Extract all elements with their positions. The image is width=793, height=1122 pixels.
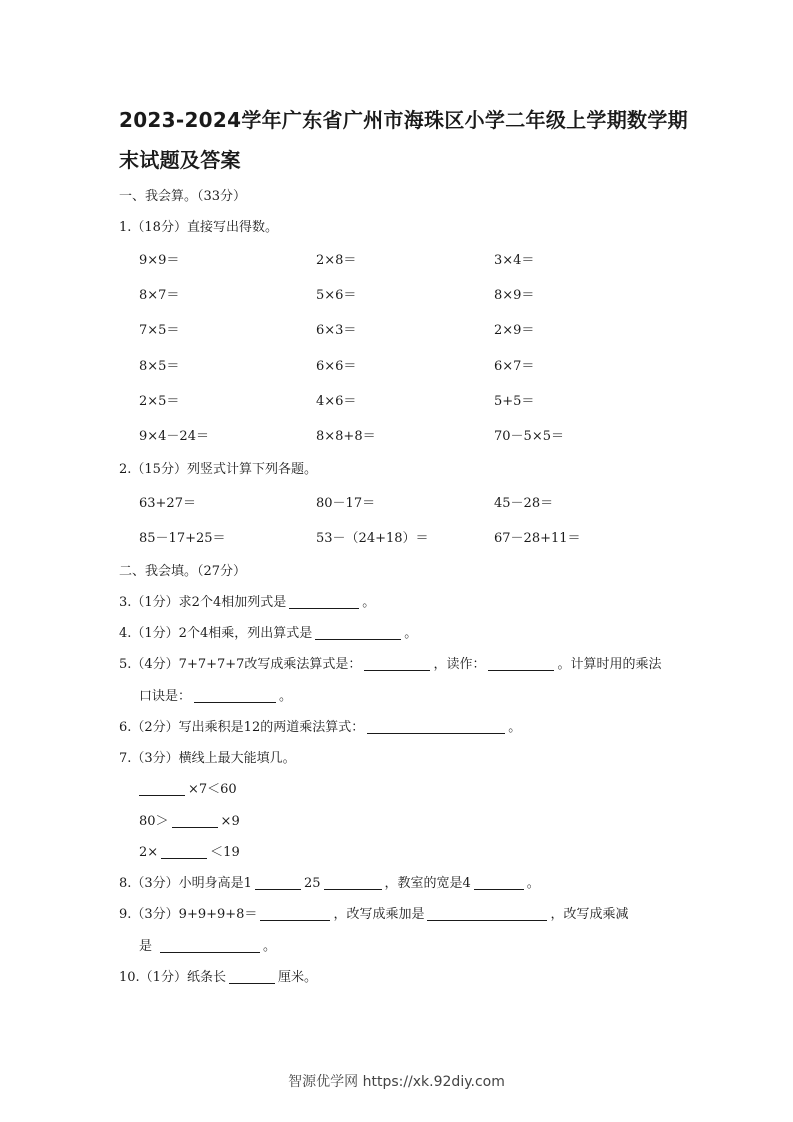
expression: 53－（24+18）＝ (316, 531, 429, 546)
question-text: 。计算时用的乘法 (557, 657, 662, 672)
expression: 8×9＝ (494, 288, 535, 303)
question-text: 是 (139, 939, 153, 954)
question-end: 厘米。 (277, 970, 317, 985)
answer-blank[interactable] (139, 781, 185, 796)
expression: 2×5＝ (139, 394, 180, 409)
question-end: 。 (508, 720, 522, 735)
answer-blank[interactable] (315, 625, 401, 640)
question-text: ，改写成乘加是 (333, 907, 425, 922)
question-4 (119, 625, 417, 643)
question-text: 2× (139, 845, 159, 860)
question-10 (119, 969, 317, 987)
question-end: 。 (526, 876, 540, 891)
expression: 7×5＝ (139, 323, 180, 338)
question-5 (119, 656, 661, 674)
answer-blank[interactable] (255, 875, 301, 890)
answer-blank[interactable] (172, 813, 218, 828)
question-7-a (139, 781, 237, 799)
answer-blank[interactable] (474, 875, 524, 890)
expression: 5×6＝ (316, 288, 357, 303)
section-1-heading: 一、我会算。（33分） (119, 189, 247, 204)
answer-blank[interactable] (260, 906, 330, 921)
expression: 63+27＝ (139, 496, 196, 511)
expression: 6×6＝ (316, 359, 357, 374)
question-text: 6.（2分）写出乘积是12的两道乘法算式： (119, 720, 365, 735)
question-end: 。 (404, 626, 418, 641)
table-row (139, 530, 699, 548)
expression: 2×8＝ (316, 253, 357, 268)
question-text: 25 (303, 876, 321, 891)
expression: 85－17+25＝ (139, 531, 226, 546)
question-text: 80＞ (139, 814, 169, 829)
expression: 5+5＝ (494, 394, 535, 409)
question-9-line-2 (139, 938, 276, 956)
question-5-line-2 (139, 688, 292, 706)
question-1-label: 1.（18分）直接写出得数。 (119, 220, 278, 235)
question-text: ＜19 (210, 845, 240, 860)
question-3 (119, 594, 375, 612)
answer-blank[interactable] (488, 656, 554, 671)
question-text: 4.（1分）2个4相乘，列出算式是 (119, 626, 313, 641)
expression: 4×6＝ (316, 394, 357, 409)
expression: 6×3＝ (316, 323, 357, 338)
question-text: 3.（1分）求2个4相加列式是 (119, 595, 287, 610)
table-row (139, 358, 699, 376)
answer-blank[interactable] (427, 906, 547, 921)
question-2-label: 2.（15分）列竖式计算下列各题。 (119, 462, 317, 477)
question-text: 口诀是： (139, 689, 192, 704)
answer-blank[interactable] (289, 594, 359, 609)
section-2-heading: 二、我会填。（27分） (119, 564, 247, 579)
table-row (139, 287, 699, 305)
expression: 8×8+8＝ (316, 429, 376, 444)
expression: 6×7＝ (494, 359, 535, 374)
question-end: 。 (263, 939, 277, 954)
expression: 9×4－24＝ (139, 429, 209, 444)
question-text: 9.（3分）9+9+9+8＝ (119, 907, 258, 922)
answer-blank[interactable] (161, 844, 207, 859)
expression: 8×5＝ (139, 359, 180, 374)
answer-blank[interactable] (160, 938, 260, 953)
footer-watermark: 智源优学网 https://xk.92diy.com (288, 1074, 505, 1090)
question-text: ×7＜60 (188, 782, 237, 797)
answer-blank[interactable] (324, 875, 382, 890)
expression: 9×9＝ (139, 253, 180, 268)
question-end: 。 (279, 689, 293, 704)
expression: 45－28＝ (494, 496, 554, 511)
question-end: 。 (362, 595, 376, 610)
expression: 8×7＝ (139, 288, 180, 303)
question-7-label: 7.（3分）横线上最大能填几。 (119, 751, 296, 766)
question-text: 10.（1分）纸条长 (119, 970, 226, 985)
expression: 2×9＝ (494, 323, 535, 338)
answer-blank[interactable] (364, 656, 430, 671)
question-text: ，读作： (433, 657, 486, 672)
question-7-b (139, 813, 240, 831)
expression: 70－5×5＝ (494, 429, 564, 444)
table-row (139, 252, 699, 270)
question-8 (119, 875, 540, 893)
question-7-c (139, 844, 240, 862)
table-row (139, 428, 699, 446)
question-text: 5.（4分）7+7+7+7改写成乘法算式是： (119, 657, 362, 672)
expression: 80－17＝ (316, 496, 376, 511)
answer-blank[interactable] (367, 719, 505, 734)
question-text: ×9 (220, 814, 240, 829)
answer-blank[interactable] (194, 688, 276, 703)
table-row (139, 322, 699, 340)
question-9 (119, 906, 628, 924)
question-text: ，教室的宽是4 (384, 876, 471, 891)
document-title: 2023-2024学年广东省广州市海珠区小学二年级上学期数学期末试题及答案 (119, 108, 688, 172)
table-row (139, 495, 699, 513)
question-text: 8.（3分）小明身高是1 (119, 876, 252, 891)
table-row (139, 393, 699, 411)
question-text: ，改写成乘减 (550, 907, 629, 922)
expression: 67－28+11＝ (494, 531, 581, 546)
expression: 3×4＝ (494, 253, 535, 268)
answer-blank[interactable] (229, 969, 275, 984)
question-6 (119, 719, 521, 737)
